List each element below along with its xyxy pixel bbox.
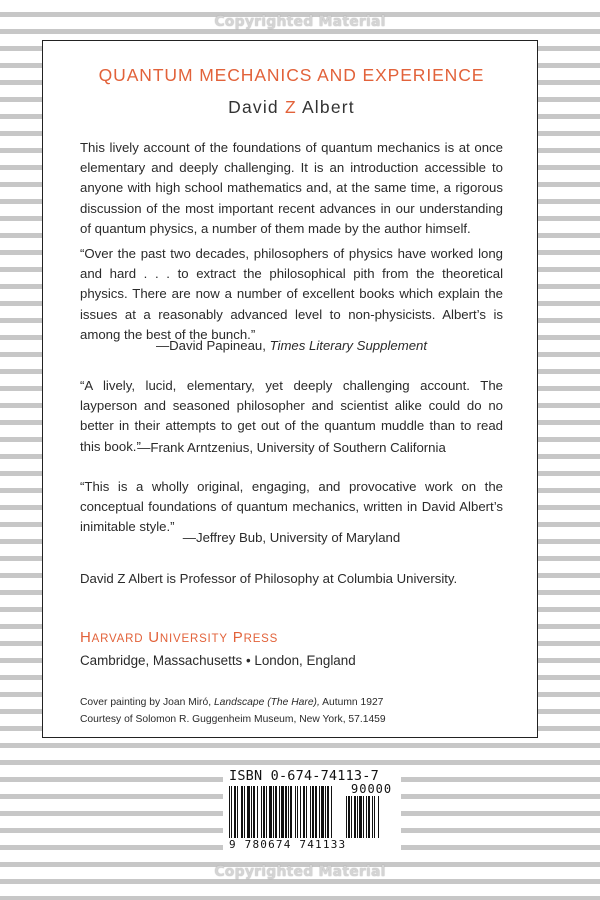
reviewer: —David Papineau, bbox=[155, 338, 266, 353]
barcode-bar bbox=[285, 786, 287, 838]
isbn-number: ISBN 0-674-74113-7 bbox=[229, 768, 379, 784]
barcode-bar bbox=[327, 786, 329, 838]
barcode-bar bbox=[325, 786, 326, 838]
barcode-bar bbox=[281, 786, 284, 838]
review-3 bbox=[80, 477, 503, 538]
barcode-bar bbox=[261, 786, 262, 838]
barcode-bar bbox=[310, 786, 311, 838]
barcode-bar bbox=[288, 786, 289, 838]
author-first: David bbox=[228, 97, 279, 117]
barcode-bar bbox=[247, 786, 250, 838]
back-cover-panel bbox=[42, 40, 538, 738]
barcode-addon-bars bbox=[346, 796, 396, 838]
barcode-bar bbox=[315, 786, 317, 838]
publisher-word: UNIVERSITY bbox=[148, 629, 228, 646]
barcode-bar bbox=[357, 796, 358, 838]
barcode-bar bbox=[372, 796, 373, 838]
reviewer: —Frank Arntzenius, University of Southern California bbox=[137, 440, 446, 455]
barcode-bar bbox=[237, 786, 238, 838]
isbn-barcode bbox=[223, 768, 401, 854]
barcode-bar bbox=[297, 786, 298, 838]
publisher-word: PRESS bbox=[232, 629, 279, 646]
barcode-bar bbox=[241, 786, 243, 838]
credit-prefix: Cover painting by Joan Miró, bbox=[80, 697, 212, 708]
barcode-bar bbox=[319, 786, 320, 838]
publisher-word: HARVARD bbox=[80, 629, 144, 646]
barcode-bar bbox=[275, 786, 277, 838]
review-quote: “A lively, lucid, elementary, yet deeply challenging account. The layperson and seasoned philosopher and scientist alike could do no better in their attempts to get out of the quantum muddle than to read this book.” bbox=[80, 378, 503, 454]
barcode-bar bbox=[263, 786, 265, 838]
barcode-bar bbox=[251, 786, 252, 838]
barcode-bar bbox=[273, 786, 274, 838]
reviewer: —Jeffrey Bub, University of Maryland bbox=[182, 530, 401, 545]
barcode-bar bbox=[244, 786, 245, 838]
publisher-name bbox=[80, 629, 278, 646]
book-author bbox=[80, 97, 503, 118]
barcode-bar bbox=[351, 796, 352, 838]
barcode-bar bbox=[253, 786, 255, 838]
barcode-bar bbox=[346, 796, 347, 838]
barcode-bar bbox=[266, 786, 267, 838]
review-1 bbox=[80, 244, 503, 345]
barcode-bar bbox=[300, 786, 301, 838]
barcode-main-bars bbox=[229, 786, 341, 838]
barcode-bar bbox=[269, 786, 272, 838]
book-title: QUANTUM MECHANICS AND EXPERIENCE bbox=[98, 65, 485, 85]
author-last: Albert bbox=[301, 97, 355, 117]
painting-title: Landscape (The Hare), bbox=[213, 697, 320, 708]
barcode-bar bbox=[363, 796, 364, 838]
review-attribution bbox=[80, 440, 503, 455]
book-description bbox=[80, 138, 503, 239]
credit-suffix: Autumn 1927 bbox=[322, 697, 384, 708]
barcode-bar bbox=[257, 786, 258, 838]
barcode-bar bbox=[368, 796, 370, 838]
barcode-bar bbox=[321, 786, 324, 838]
publication: Times Literary Supplement bbox=[269, 338, 428, 353]
author-middle: Z bbox=[284, 97, 297, 117]
barcode-bar bbox=[312, 786, 314, 838]
barcode-bar bbox=[231, 786, 232, 838]
barcode-bar bbox=[354, 796, 356, 838]
description-text: This lively account of the foundations of quantum mechanics is at once elementary and deeply challenging. It is an introduction accessible to anyone with high school mathematics and, at the same time, a rigorous discussion of the most important recent advances in our understanding of quantum physics, a number of them made by the author himself. bbox=[80, 140, 503, 236]
author-bio bbox=[80, 569, 503, 589]
review-attribution bbox=[80, 338, 503, 353]
barcode-bar bbox=[303, 786, 305, 838]
barcode-bar bbox=[290, 786, 292, 838]
barcode-bar bbox=[331, 786, 332, 838]
cover-credit-line-2: Courtesy of Solomon R. Guggenheim Museum, New York, 57.1459 bbox=[80, 714, 386, 725]
publisher-location: Cambridge, Massachusetts • London, England bbox=[80, 653, 356, 668]
barcode-bar bbox=[295, 786, 296, 838]
ean-number: 9 780674 741133 bbox=[229, 838, 347, 851]
barcode-bar bbox=[359, 796, 362, 838]
barcode-bar bbox=[378, 796, 379, 838]
barcode-bar bbox=[374, 796, 375, 838]
barcode-bar bbox=[234, 786, 236, 838]
barcode-bar bbox=[366, 796, 367, 838]
review-attribution bbox=[80, 530, 503, 545]
barcode-bar bbox=[306, 786, 307, 838]
barcode-bar bbox=[229, 786, 230, 838]
barcode-bar bbox=[279, 786, 280, 838]
review-quote: “This is a wholly original, engaging, and provocative work on the conceptual foundations of quantum mechanics, written in David Albert’s inimitable style.” bbox=[80, 479, 503, 535]
watermark-bottom: Copyrighted Material bbox=[214, 864, 386, 880]
watermark-top: Copyrighted Material bbox=[214, 14, 386, 30]
barcode-addon-code: 90000 bbox=[351, 782, 393, 796]
review-quote: “Over the past two decades, philosophers of physics have worked long and hard . . . to extract the philosophical pith from the theoretical physics. There are now a number of excellent books which explain the issues at a reasonably advanced level to non-physicists. Albert’s is among the best of the bunch.” bbox=[80, 246, 503, 342]
cover-credit-line-1 bbox=[80, 697, 383, 708]
author-bio-text: David Z Albert is Professor of Philosophy at Columbia University. bbox=[80, 571, 458, 586]
barcode-bar bbox=[348, 796, 350, 838]
